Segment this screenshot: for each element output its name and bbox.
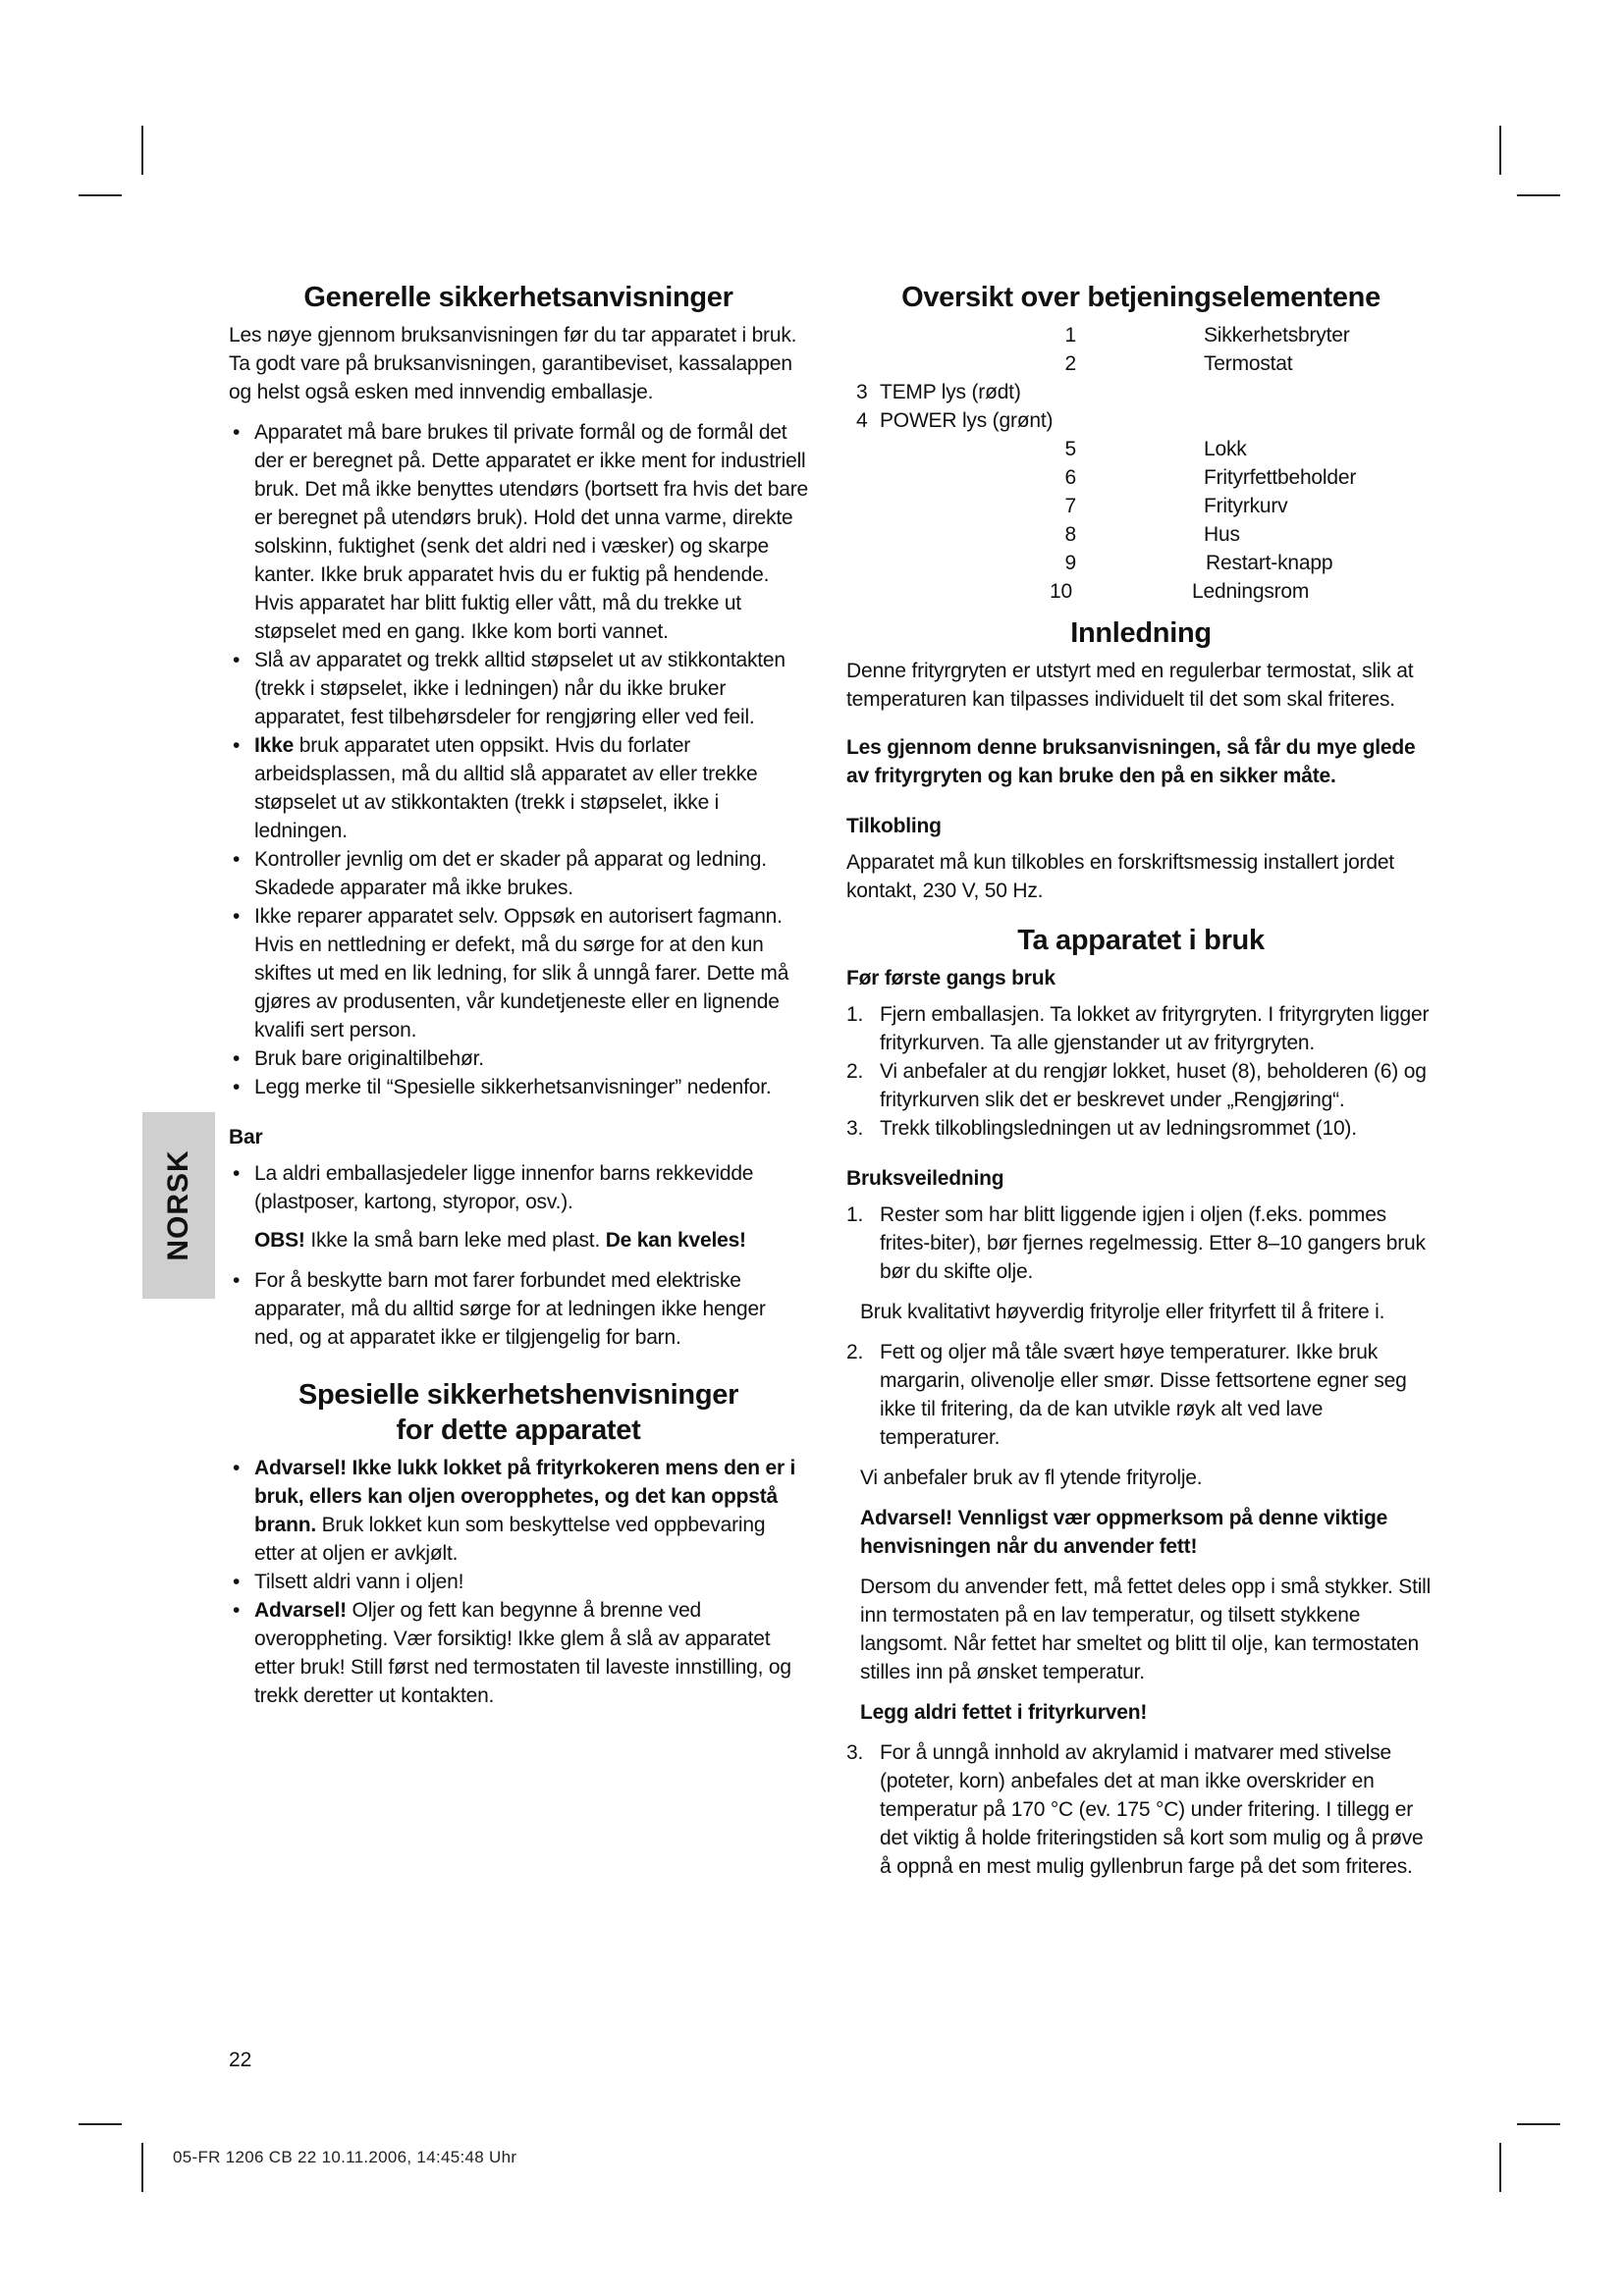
crop-mark (79, 2123, 122, 2125)
list-item: 8 Hus (1064, 523, 1240, 546)
page-number: 22 (229, 2049, 252, 2071)
list-item: 2 Termostat (1064, 352, 1293, 375)
list-item: 1. Rester som har blitt liggende igjen i oljen (f.eks. pommes frites-biter), bør fjernes regelmessig. Etter 8–10 gangers bruk bør du skifte olje. (846, 1203, 1426, 1283)
section-heading-getting-started: Ta apparatet i bruk (1017, 925, 1265, 956)
introduction-bold-note: Les gjennom denne bruksanvisningen, så får du mye glede av frityrgryten og kan bruke den på en sikker måte. (846, 736, 1416, 787)
list-item: 2. Vi anbefaler at du rengjør lokket, huset (8), beholderen (6) og frityrkurven slik det er beskrevet under „Rengjøring“. (846, 1060, 1427, 1111)
right-column (846, 280, 1435, 1893)
fat-warning: Advarsel! Vennligst vær oppmerksom på denne viktige henvisningen når du anvender fett! (860, 1507, 1388, 1558)
list-item: • Ikke bruk apparatet uten oppsikt. Hvis du forlater arbeidsplassen, må du alltid slå apparatet av eller trekke støpselet ut av stikkontakten (trekk i støpselet, ikke i ledningen. (233, 734, 758, 842)
print-footer: 05-FR 1206 CB 22 10.11.2006, 14:45:48 Uhr (173, 2148, 517, 2166)
list-item: • Ikke reparer apparatet selv. Oppsøk en autorisert fagmann. Hvis en nettledning er defekt, må du sørge for at den kun skiftes ut med en lik ledning, for slik å unngå farer. Dette må gjøres av produsenten, vår kundetjeneste eller en lignende kvalifi sert person. (233, 905, 789, 1041)
fat-bold-note: Legg aldri fettet i frityrkurven! (860, 1701, 1148, 1724)
list-item: • Bruk bare originaltilbehør. (233, 1047, 484, 1070)
list-item: • La aldri emballasjedeler ligge innenfor barns rekkevidde (plastposer, kartong, styropor, osv.). (233, 1162, 754, 1213)
children-subheading: Bar (229, 1126, 263, 1148)
crop-mark (1517, 194, 1560, 196)
list-item: 2. Fett og oljer må tåle svært høye temperaturer. Ikke bruk margarin, olivenolje eller smør. Disse fettsortene egner seg ikke til fritering, da de kan utvikle røyk alt ved lave temperaturer. (846, 1341, 1407, 1449)
section-heading-special-safety: Spesielle sikkerhetshenvisninger for dette apparatet (298, 1379, 739, 1446)
usage-steps-3 (846, 1738, 1435, 1881)
children-bullet-list-2 (229, 1266, 808, 1352)
left-column (229, 280, 808, 1720)
section-heading-general-safety: Generelle sikkerhetsanvisninger (303, 282, 733, 313)
crop-mark (1517, 2123, 1560, 2125)
crop-mark (1499, 126, 1501, 175)
list-item: • For å beskytte barn mot farer forbundet med elektriske apparater, må du alltid sørge for at ledningen ikke henger ned, og at apparatet ikke er tilgjengelig for barn. (233, 1269, 766, 1349)
list-item: 10 Ledningsrom (1050, 580, 1310, 603)
list-item: 3. Trekk tilkoblingsledningen ut av ledningsrommet (10). (846, 1117, 1357, 1140)
list-item: 1 Sikkerhetsbryter (1064, 324, 1350, 347)
first-use-steps (846, 1000, 1435, 1143)
crop-mark (141, 2143, 143, 2192)
first-use-subheading: Før første gangs bruk (846, 967, 1056, 989)
list-item: 3 TEMP lys (rødt) (856, 381, 1021, 403)
list-item: 7 Frityrkurv (1064, 495, 1288, 517)
introduction-paragraph: Denne frityrgryten er utstyrt med en regulerbar termostat, slik at temperaturen kan tilpasses individuelt til det som skal friteres. (846, 660, 1414, 711)
language-side-tab (142, 1112, 215, 1299)
safety-bullet-list (229, 418, 808, 1101)
connection-subheading: Tilkobling (846, 815, 942, 837)
list-item: 1. Fjern emballasjen. Ta lokket av frityrgryten. I frityrgryten ligger frityrkurven. Ta alle gjenstander ut av frityrgryten. (846, 1003, 1430, 1054)
usage-subheading: Bruksveiledning (846, 1167, 1004, 1190)
usage-note: Bruk kvalitativt høyverdig frityrolje eller frityrfett til å fritere i. (860, 1301, 1385, 1323)
list-item: 4 POWER lys (grønt) (856, 409, 1054, 432)
list-item: 5 Lokk (1064, 438, 1247, 460)
crop-mark (79, 194, 122, 196)
list-item: 6 Frityrfettbeholder (1064, 466, 1357, 489)
obs-note: OBS! Ikke la små barn leke med plast. De kan kveles! (254, 1229, 746, 1252)
children-bullet-list (229, 1159, 808, 1216)
list-item: • Kontroller jevnlig om det er skader på apparat og ledning. Skadede apparater må ikke brukes. (233, 848, 767, 899)
language-tab-label: NORSK (162, 1149, 194, 1261)
list-item: • Slå av apparatet og trekk alltid støpselet ut av stikkontakten (trekk i støpselet, ikke i ledningen) når du ikke bruker apparatet, fest tilbehørsdeler for rengjøring eller ved feil. (233, 649, 785, 728)
fat-paragraph: Dersom du anvender fett, må fettet deles opp i små stykker. Still inn termostaten på en lav temperatur, og tilsett stykkene langsomt. Når fettet har smeltet og blitt til olje, kan termostaten stilles inn på ønsket temperatur. (860, 1575, 1432, 1683)
controls-overview-list (846, 321, 1435, 606)
list-item: 3. For å unngå innhold av akrylamid i matvarer med stivelse (poteter, korn) anbefales det at man ikke overskrider en temperatur på 170 °C (ev. 175 °C) under fritering. I tillegg er det viktig å holde friteringstiden så kort som mulig og å prøve å oppnå en mest mulig gyllenbrun farge på det som friteres. (846, 1741, 1424, 1878)
crop-mark (141, 126, 143, 175)
list-item: • Advarsel! Oljer og fett kan begynne å brenne ved overoppheting. Vær forsiktig! Ikke glem å slå av apparatet etter bruk! Still først ned termostaten til laveste innstilling, og trekk deretter ut kontakten. (233, 1599, 791, 1707)
special-safety-list (229, 1454, 808, 1710)
list-item: • Apparatet må bare brukes til private formål og de formål det der er beregnet på. Dette apparatet er ikke ment for industriell bruk. Det må ikke benyttes utendørs (bortsett fra hvis det bare er beregnet på utendørs bruk). Hold det unna varme, direkte solskinn, fuktighet (senk det aldri ned i væsker) og skarpe kanter. Ikke bruk apparatet hvis du er fuktig på hendende. Hvis apparatet har blitt fuktig eller vått, må du trekke ut støpselet med en gang. Ikke kom borti vannet. (233, 421, 808, 643)
list-item: 9 Restart-knapp (1064, 552, 1333, 574)
usage-note: Vi anbefaler bruk av fl ytende frityrolje. (860, 1467, 1203, 1489)
bold-term: Ikke (254, 734, 295, 757)
usage-steps-2 (846, 1338, 1435, 1452)
section-heading-introduction: Innledning (1070, 617, 1212, 649)
list-item: • Tilsett aldri vann i oljen! (233, 1571, 464, 1593)
intro-paragraph: Les nøye gjennom bruksanvisningen før du tar apparatet i bruk. Ta godt vare på bruksanvisningen, garantibeviset, kassalappen og helst også esken med innvendig emballasje. (229, 324, 797, 403)
usage-steps-1 (846, 1201, 1435, 1286)
connection-paragraph: Apparatet må kun tilkobles en forskriftsmessig installert jordet kontakt, 230 V, 50 Hz. (846, 851, 1394, 902)
list-item: • Advarsel! Ikke lukk lokket på frityrkokeren mens den er i bruk, ellers kan oljen overopphetes, og det kan oppstå brann. Bruk lokket kun som beskyttelse ved oppbevaring etter at oljen er avkjølt. (233, 1457, 796, 1565)
crop-mark (1499, 2143, 1501, 2192)
list-item: • Legg merke til “Spesielle sikkerhetsanvisninger” nedenfor. (233, 1076, 772, 1098)
section-heading-overview: Oversikt over betjeningselementene (901, 282, 1380, 313)
